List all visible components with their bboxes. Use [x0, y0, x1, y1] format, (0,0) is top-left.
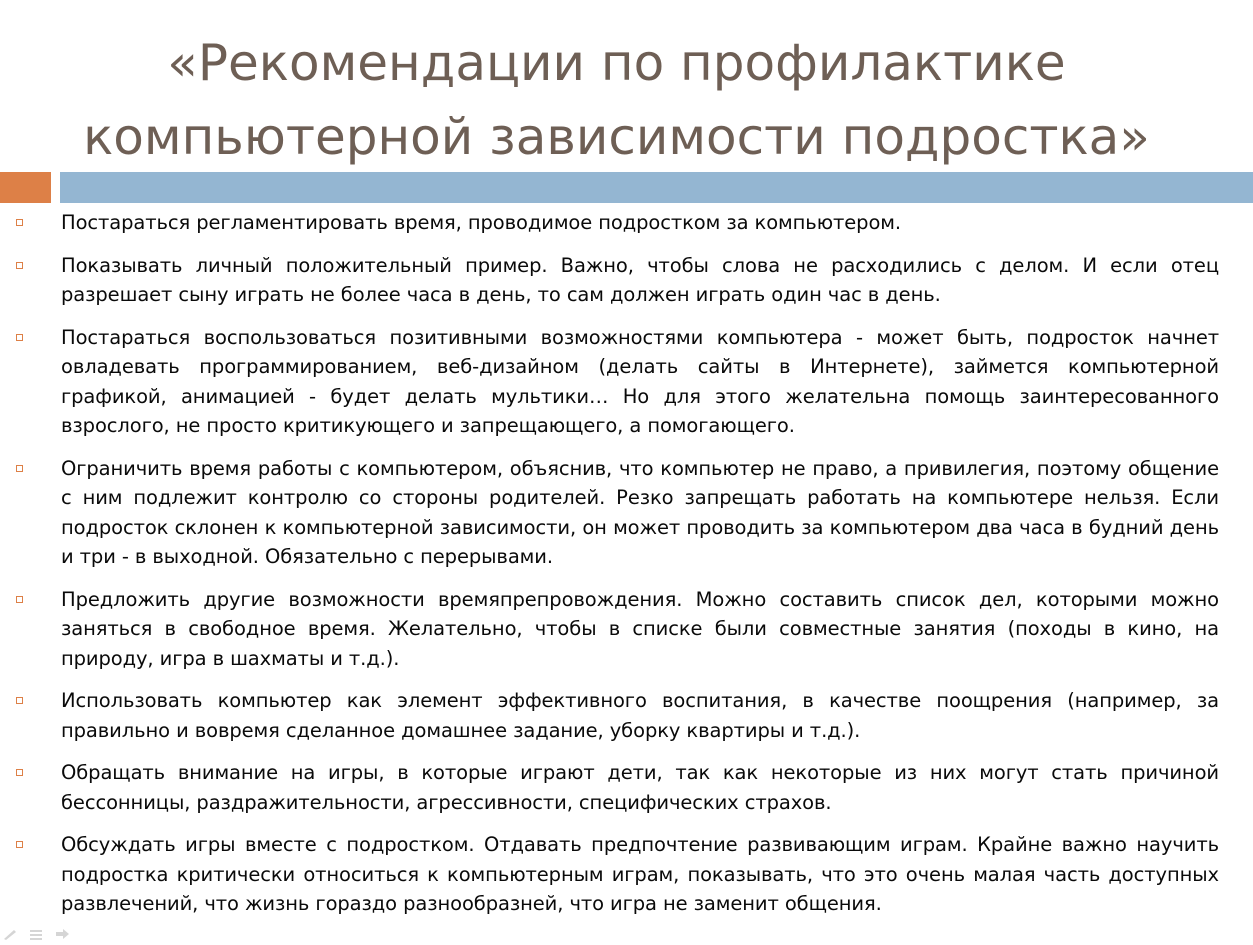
- list-item: [0, 323, 1253, 441]
- list-item-text: Обсуждать игры вместе с подростком. Отдавать предпочтение развивающим играм. Крайне важно научить подростка критически относиться к компьютерным играм, показывать, что это очень малая часть доступных развлечений, что жизнь гораздо разнообразней, что игра не заменит общения.: [61, 833, 1219, 915]
- list-item: [0, 758, 1253, 817]
- pen-icon[interactable]: [2, 927, 18, 939]
- accent-bar-orange: [0, 172, 51, 203]
- next-arrow-icon[interactable]: [54, 927, 70, 939]
- list-item: [0, 454, 1253, 572]
- list-item-text: Постараться регламентировать время, проводимое подростком за компьютером.: [61, 211, 901, 234]
- slide-title: «Рекомендации по профилактике компьютерной зависимости подростка»: [83, 34, 1150, 166]
- accent-bar-blue: [60, 172, 1253, 203]
- list-item-text: Постараться воспользоваться позитивными возможностями компьютера - может быть, подросток начнет овладевать программированием, веб-дизайном (делать сайты в Интернете), займется компьютерной графикой, анимацией - будет делать мультики… Но для этого желательна помощь заинтересованного взрослого, не просто критикующего и запрещающего, а помогающего.: [61, 325, 1219, 437]
- list-item: [0, 585, 1253, 674]
- hollow-square-icon: [16, 262, 23, 269]
- list-item: [0, 686, 1253, 745]
- slideshow-controls: [2, 927, 70, 941]
- list-item-text: Обращать внимание на игры, в которые играют дети, так как некоторые из них могут стать причиной бессонницы, раздражительности, агрессивности, специфических страхов.: [61, 761, 1219, 814]
- list-item: [0, 208, 1253, 238]
- list-item-text: Предложить другие возможности времяпрепровождения. Можно составить список дел, которыми можно заняться в свободное время. Желательно, чтобы в списке были совместные занятия (походы в кино, на природу, игра в шахматы и т.д.).: [61, 587, 1219, 670]
- hollow-square-icon: [16, 841, 23, 848]
- list-item-text: Ограничить время работы с компьютером, объяснив, что компьютер не право, а привилегия, поэтому общение с ним подлежит контролю со стороны родителей. Резко запрещать работать на компьютере нельзя. Если подросток склонен к компьютерной зависимости, он может проводить за компьютером два часа в будний день и три - в выходной. Обязательно с перерывами.: [61, 456, 1219, 568]
- hollow-square-icon: [16, 219, 23, 226]
- hollow-square-icon: [16, 769, 23, 776]
- hollow-square-icon: [16, 334, 23, 341]
- list-item: [0, 830, 1253, 919]
- list-item-text: Показывать личный положительный пример. Важно, чтобы слова не расходились с делом. И если отец разрешает сыну играть не более часа в день, то сам должен играть один час в день.: [61, 253, 1219, 306]
- menu-icon[interactable]: [28, 927, 44, 939]
- hollow-square-icon: [16, 697, 23, 704]
- list-item: [0, 251, 1253, 310]
- hollow-square-icon: [16, 465, 23, 472]
- recommendation-list: [0, 208, 1253, 932]
- hollow-square-icon: [16, 596, 23, 603]
- list-item-text: Использовать компьютер как элемент эффективного воспитания, в качестве поощрения (например, за правильно и вовремя сделанное домашнее задание, уборку квартиры и т.д.).: [61, 689, 1219, 742]
